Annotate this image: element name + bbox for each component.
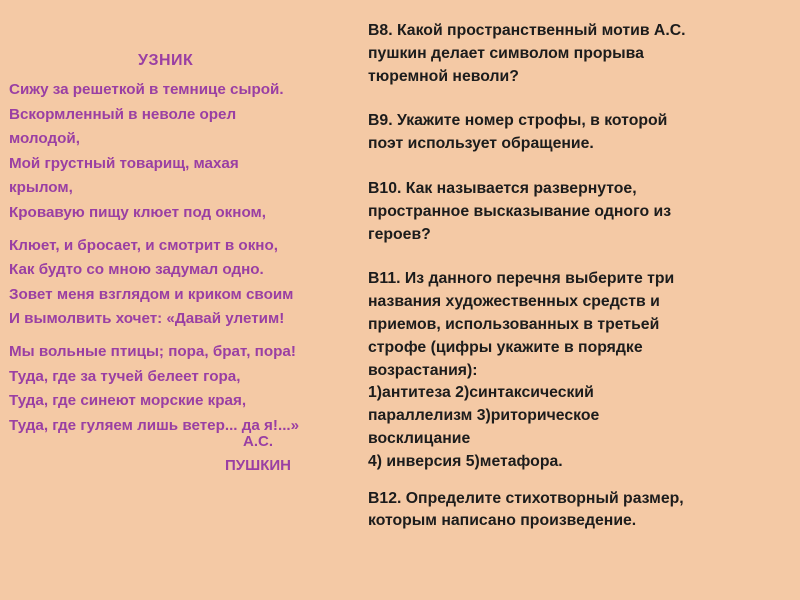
poem-stanza-2 <box>9 234 377 332</box>
question-line: 1)антитеза 2)синтаксический <box>368 384 594 402</box>
question-line: В12. Определите стихотворный размер, <box>368 489 684 507</box>
question-b12 <box>368 488 788 534</box>
poem-author <box>208 430 308 478</box>
poem-line: Сижу за решеткой в темнице сырой. <box>9 81 284 98</box>
question-line: пушкин делает символом прорыва <box>368 44 644 62</box>
question-b11 <box>368 268 788 473</box>
question-line: приемов, использованных в третьей <box>368 315 660 333</box>
poem-line: Как будто со мною задумал одно. <box>9 261 264 279</box>
question-line: В9. Укажите номер строфы, в которой <box>368 112 668 130</box>
poem-line: Мы вольные птицы; пора, брат, пора! <box>9 342 296 360</box>
questions-list <box>368 20 788 555</box>
poem-line: Вскормленный в неволе орел <box>9 105 237 123</box>
question-b9 <box>368 110 788 156</box>
question-line: тюремной неволи? <box>368 67 519 85</box>
question-line: героев? <box>368 225 431 243</box>
poem-line: Клюет, и бросает, и смотрит в окно, <box>9 236 278 254</box>
question-b8 <box>368 20 788 88</box>
poem-line: молодой, <box>9 130 80 148</box>
poem-line: И вымолвить хочет: «Давай улетим! <box>9 310 285 328</box>
poem-stanza-1 <box>9 78 377 226</box>
question-line: которым написано произведение. <box>368 512 637 530</box>
question-line: возрастания): <box>368 361 478 379</box>
question-b10 <box>368 178 788 246</box>
question-line: параллелизм 3)риторическое <box>368 407 600 425</box>
author-surname: ПУШКИН <box>225 457 291 474</box>
poem-line: крылом, <box>9 179 73 197</box>
poem-line: Мой грустный товарищ, махая <box>9 154 239 172</box>
question-line: В10. Как называется развернутое, <box>368 179 637 197</box>
question-line: В8. Какой пространственный мотив А.С. <box>368 22 686 39</box>
question-line: восклицание <box>368 429 471 447</box>
question-line: В11. Из данного перечня выберите три <box>368 270 675 288</box>
poem-line: Зовет меня взглядом и криком своим <box>9 285 294 303</box>
question-line: пространное высказывание одного из <box>368 202 672 220</box>
question-line: строфе (цифры укажите в порядке <box>368 338 643 356</box>
poem-text <box>9 78 377 446</box>
poem-line: Туда, где гуляем лишь ветер... да я!...» <box>9 416 300 434</box>
poem-title: УЗНИК <box>138 52 194 69</box>
poem-line: Туда, где синеют морские края, <box>9 392 247 410</box>
poem-line: Кровавую пищу клюет под окном, <box>9 203 266 221</box>
poem-stanza-3 <box>9 340 377 438</box>
question-line: поэт использует обращение. <box>368 135 594 153</box>
poem-line: Туда, где за тучей белеет гора, <box>9 367 241 385</box>
question-line: 4) инверсия 5)метафора. <box>368 452 563 470</box>
question-line: названия художественных средств и <box>368 293 660 311</box>
author-initials: А.С. <box>243 433 273 450</box>
